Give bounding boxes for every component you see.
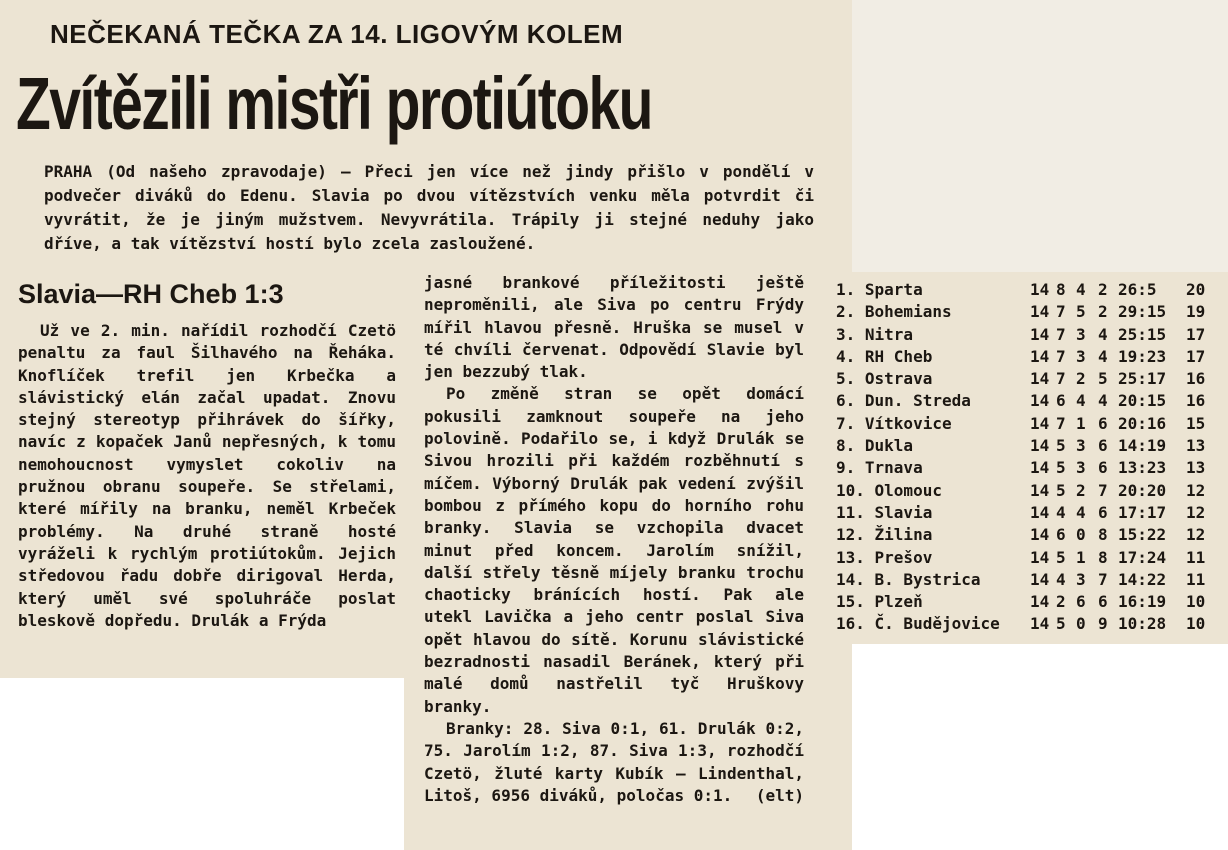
standings-p-cell: 14 <box>1030 346 1050 366</box>
lead-paragraph: PRAHA (Od našeho zpravodaje) — Přeci jen více než jindy přišlo v pondělí v podvečer diváků do Edenu. Slavia po dvou vítězstvích venku měla potvrdit či vyvrátit, že je jiným mužstvem. Nevyvrátila. Trápily ji stejné neduhy jako dříve, a tak vítězství hostí bylo zcela zasloužené. <box>44 162 814 253</box>
standings-l-cell: 4 <box>1098 324 1108 344</box>
standings-l-cell: 9 <box>1098 614 1108 634</box>
standings-d-cell: 2 <box>1076 369 1086 389</box>
standings-w-cell: 5 <box>1056 458 1066 478</box>
standings-d-cell: 1 <box>1076 413 1086 433</box>
standings-pts-cell: 10 <box>1186 592 1206 612</box>
standings-pts-cell: 11 <box>1186 569 1206 589</box>
standings-score-cell: 14:19 <box>1118 436 1167 456</box>
standings-l-cell: 4 <box>1098 346 1108 366</box>
standings-team-cell: 3. Nitra <box>836 324 914 344</box>
standings-score-cell: 25:15 <box>1118 324 1167 344</box>
bleed-through-area <box>852 0 1228 272</box>
standings-d-cell: 3 <box>1076 569 1086 589</box>
standings-score-cell: 20:20 <box>1118 480 1167 500</box>
standings-team-cell: 5. Ostrava <box>836 369 933 389</box>
standings-w-cell: 5 <box>1056 436 1066 456</box>
standings-score-cell: 29:15 <box>1118 302 1167 322</box>
column-2-paragraph-2: Po změně stran se opět domácí pokusili zamknout soupeře na jeho polovině. Podařilo se, i když Drulák se Sivou hrozili při každém rozběhnutí s míčem. Výborný Drulák pak vedení zvýšil bombou z přímého kopu do horního rohu branky. Slavia se vzchopila dvacet minut před koncem. Jarolím snížil, další střely těsně míjely branku trochu chaoticky bránících hostí. Pak ale utekl Lavička a jeho centr poslal Siva opět hlavou do sítě. Korunu slávistické bezradnosti nasadil Beránek, který při malé domů nastřelil tyč Hruškovy branky. <box>424 384 804 716</box>
standings-score-cell: 25:17 <box>1118 369 1167 389</box>
standings-team-cell: 6. Dun. Streda <box>836 391 971 411</box>
standings-w-cell: 4 <box>1056 502 1066 522</box>
standings-d-cell: 6 <box>1076 592 1086 612</box>
standings-row <box>836 547 1216 569</box>
standings-d-cell: 4 <box>1076 280 1086 299</box>
standings-l-cell: 6 <box>1098 502 1108 522</box>
standings-team-cell: 10. Olomouc <box>836 480 942 500</box>
standings-pts-cell: 13 <box>1186 436 1206 456</box>
standings-team-cell: 12. Žilina <box>836 525 933 545</box>
standings-team-cell: 8. Dukla <box>836 436 914 456</box>
standings-w-cell: 6 <box>1056 391 1066 411</box>
standings-l-cell: 7 <box>1098 480 1108 500</box>
standings-pts-cell: 16 <box>1186 391 1206 411</box>
standings-pts-cell: 20 <box>1186 280 1206 299</box>
standings-row <box>836 413 1216 435</box>
standings-row <box>836 390 1216 412</box>
standings-team-cell: 15. Plzeň <box>836 592 923 612</box>
standings-w-cell: 5 <box>1056 547 1066 567</box>
standings-team-cell: 2. Bohemians <box>836 302 952 322</box>
standings-d-cell: 3 <box>1076 458 1086 478</box>
standings-team-cell: 14. B. Bystrica <box>836 569 981 589</box>
league-standings-table <box>836 279 1216 636</box>
standings-row <box>836 502 1216 524</box>
standings-l-cell: 6 <box>1098 413 1108 433</box>
standings-score-cell: 10:28 <box>1118 614 1167 634</box>
standings-w-cell: 5 <box>1056 480 1066 500</box>
standings-p-cell: 14 <box>1030 547 1050 567</box>
standings-l-cell: 2 <box>1098 280 1108 299</box>
standings-pts-cell: 12 <box>1186 480 1206 500</box>
standings-d-cell: 3 <box>1076 436 1086 456</box>
standings-team-cell: 9. Trnava <box>836 458 923 478</box>
standings-score-cell: 13:23 <box>1118 458 1167 478</box>
standings-row <box>836 435 1216 457</box>
standings-w-cell: 7 <box>1056 324 1066 344</box>
standings-d-cell: 2 <box>1076 480 1086 500</box>
article-column-2 <box>424 272 804 807</box>
standings-d-cell: 1 <box>1076 547 1086 567</box>
standings-pts-cell: 11 <box>1186 547 1206 567</box>
standings-score-cell: 19:23 <box>1118 346 1167 366</box>
standings-pts-cell: 16 <box>1186 369 1206 389</box>
standings-w-cell: 2 <box>1056 592 1066 612</box>
standings-pts-cell: 15 <box>1186 413 1206 433</box>
match-title: Slavia—RH Cheb 1:3 <box>18 279 284 309</box>
standings-score-cell: 26:5 <box>1118 280 1157 299</box>
standings-row <box>836 346 1216 368</box>
standings-score-cell: 16:19 <box>1118 592 1167 612</box>
standings-row <box>836 591 1216 613</box>
standings-l-cell: 6 <box>1098 436 1108 456</box>
standings-l-cell: 5 <box>1098 369 1108 389</box>
standings-team-cell: 4. RH Cheb <box>836 346 933 366</box>
author-signature: (elt) <box>755 785 804 805</box>
standings-l-cell: 4 <box>1098 391 1108 411</box>
standings-p-cell: 14 <box>1030 369 1050 389</box>
standings-team-cell: 7. Vítkovice <box>836 413 952 433</box>
column-2-continued-text: jasné brankové příležitosti ještě neproměnili, ale Siva po centru Frýdy mířil hlavou přesně. Hruška se musel v té chvíli červenat. Odpovědí Slavie byl jen bezzubý tlak. <box>424 273 804 382</box>
standings-p-cell: 14 <box>1030 592 1050 612</box>
standings-l-cell: 6 <box>1098 458 1108 478</box>
goals-label: Branky: <box>446 718 514 738</box>
standings-w-cell: 7 <box>1056 346 1066 366</box>
standings-p-cell: 14 <box>1030 525 1050 545</box>
standings-d-cell: 4 <box>1076 391 1086 411</box>
standings-p-cell: 14 <box>1030 502 1050 522</box>
kicker-headline: NEČEKANÁ TEČKA ZA 14. LIGOVÝM KOLEM <box>50 19 624 49</box>
standings-p-cell: 14 <box>1030 614 1050 634</box>
standings-l-cell: 7 <box>1098 569 1108 589</box>
standings-score-cell: 14:22 <box>1118 569 1167 589</box>
standings-pts-cell: 12 <box>1186 502 1206 522</box>
standings-p-cell: 14 <box>1030 569 1050 589</box>
standings-row <box>836 301 1216 323</box>
standings-score-cell: 20:15 <box>1118 391 1167 411</box>
standings-w-cell: 7 <box>1056 302 1066 322</box>
standings-row <box>836 569 1216 591</box>
goals-text: 28. Siva 0:1, 61. Drulák 0:2, 75. Jarolím 1:2, 87. Siva 1:3, rozhodčí Czetö, žluté karty Kubík — Lindenthal, Litoš, 6956 diváků, poločas 0:1. <box>424 718 804 805</box>
standings-p-cell: 14 <box>1030 413 1050 433</box>
standings-p-cell: 14 <box>1030 436 1050 456</box>
standings-team-cell: 16. Č. Budějovice <box>836 614 1000 634</box>
standings-w-cell: 7 <box>1056 413 1066 433</box>
standings-row <box>836 524 1216 546</box>
standings-l-cell: 8 <box>1098 547 1108 567</box>
main-headline: Zvítězili mistři protiútoku <box>16 62 652 145</box>
standings-team-cell: 13. Prešov <box>836 547 933 567</box>
standings-row <box>836 613 1216 635</box>
standings-w-cell: 7 <box>1056 369 1066 389</box>
standings-row <box>836 279 1216 301</box>
standings-pts-cell: 17 <box>1186 324 1206 344</box>
standings-l-cell: 2 <box>1098 302 1108 322</box>
standings-p-cell: 14 <box>1030 280 1050 299</box>
standings-l-cell: 8 <box>1098 525 1108 545</box>
standings-team-cell: 1. Sparta <box>836 280 923 299</box>
standings-score-cell: 17:17 <box>1118 502 1167 522</box>
standings-pts-cell: 19 <box>1186 302 1206 322</box>
standings-pts-cell: 13 <box>1186 458 1206 478</box>
standings-row <box>836 324 1216 346</box>
standings-p-cell: 14 <box>1030 302 1050 322</box>
standings-d-cell: 5 <box>1076 302 1086 322</box>
standings-p-cell: 14 <box>1030 324 1050 344</box>
standings-w-cell: 8 <box>1056 280 1066 299</box>
standings-d-cell: 4 <box>1076 502 1086 522</box>
standings-row <box>836 480 1216 502</box>
standings-score-cell: 20:16 <box>1118 413 1167 433</box>
standings-score-cell: 17:24 <box>1118 547 1167 567</box>
standings-d-cell: 0 <box>1076 614 1086 634</box>
standings-l-cell: 6 <box>1098 592 1108 612</box>
standings-p-cell: 14 <box>1030 458 1050 478</box>
standings-w-cell: 5 <box>1056 614 1066 634</box>
standings-pts-cell: 17 <box>1186 346 1206 366</box>
standings-p-cell: 14 <box>1030 391 1050 411</box>
standings-row <box>836 457 1216 479</box>
standings-team-cell: 11. Slavia <box>836 502 933 522</box>
standings-d-cell: 3 <box>1076 346 1086 366</box>
column-1-text: Už ve 2. min. nařídil rozhodčí Czetö penaltu za faul Šilhavého na Řeháka. Knoflíček trefil jen Krbečka a slávistický elán začal upadat. Znovu stejný stereotyp přihrávek do šířky, navíc z kopaček Janů nepřesných, k tomu nemohoucnost vymyslet cokoliv na pružnou obranu soupeře. Se střelami, které mířily na branku, neměl Krbeček problémy. Na druhé straně hosté vyráželi k rychlým protiútokům. Jejich středovou řadu dobře dirigoval Herda, který uměl své spoluhráče poslat bleskově dopředu. Drulák a Frýda <box>18 321 396 630</box>
standings-w-cell: 6 <box>1056 525 1066 545</box>
standings-d-cell: 0 <box>1076 525 1086 545</box>
standings-pts-cell: 10 <box>1186 614 1206 634</box>
standings-d-cell: 3 <box>1076 324 1086 344</box>
standings-score-cell: 15:22 <box>1118 525 1167 545</box>
standings-row <box>836 368 1216 390</box>
standings-pts-cell: 12 <box>1186 525 1206 545</box>
standings-p-cell: 14 <box>1030 480 1050 500</box>
standings-w-cell: 4 <box>1056 569 1066 589</box>
goals-paragraph <box>424 718 804 807</box>
article-column-1 <box>18 320 396 632</box>
